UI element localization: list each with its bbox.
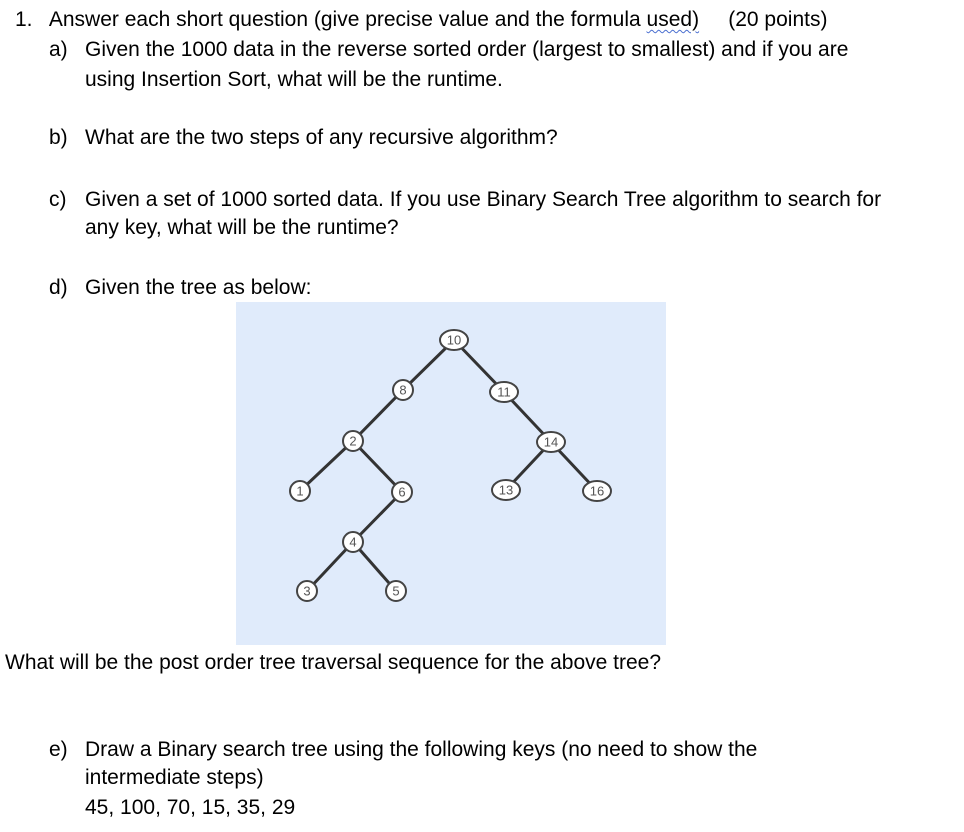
tree-node-10 (440, 330, 468, 350)
tree-node-label: 16 (589, 483, 605, 499)
tree-node-6 (392, 482, 412, 502)
tree-node-13 (492, 480, 520, 500)
tree-node-1 (290, 481, 310, 501)
tree-node-label: 6 (398, 484, 406, 500)
part-b-line1: What are the two steps of any recursive algorithm? (85, 126, 558, 149)
tree-node-14 (537, 432, 565, 452)
tree-node-label: 3 (303, 583, 311, 599)
tree-node-11 (490, 382, 518, 402)
tree-node-16 (583, 481, 611, 501)
question-header (15, 7, 827, 33)
tree-node-label: 4 (349, 534, 357, 550)
tree-node-8 (393, 380, 413, 400)
tree-node-label: 8 (399, 382, 407, 398)
tree-node-4 (343, 532, 363, 552)
part-a-line1: Given the 1000 data in the reverse sorted order (largest to smallest) and if you are (85, 38, 849, 61)
part-e-label: e) (49, 738, 68, 761)
part-c-label: c) (49, 188, 67, 211)
tree-node-5 (386, 581, 406, 601)
part-e-line2: intermediate steps) (85, 766, 264, 789)
tree-node-label: 11 (497, 384, 511, 400)
part-c-line2: any key, what will be the runtime? (85, 216, 399, 239)
part-d-followup: What will be the post order tree traversal sequence for the above tree? (5, 651, 662, 674)
tree-node-label: 5 (392, 583, 400, 599)
tree-node-label: 10 (446, 332, 462, 348)
binary-tree-diagram (236, 302, 666, 645)
question-text: Answer each short question (give precise value and the formula (48, 8, 647, 31)
question-points: (20 points) (699, 8, 828, 31)
spellcheck-underlined-word: used) (646, 8, 700, 31)
part-e-line1: Draw a Binary search tree using the following keys (no need to show the (85, 738, 758, 761)
tree-node-label: 1 (296, 483, 304, 499)
part-a-line2: using Insertion Sort, what will be the runtime. (85, 68, 503, 91)
part-a-label: a) (49, 38, 68, 61)
tree-node-2 (343, 431, 363, 451)
tree-node-label: 14 (543, 434, 559, 450)
part-b-label: b) (49, 126, 68, 149)
part-c-line1: Given a set of 1000 sorted data. If you use Binary Search Tree algorithm to search for (85, 188, 882, 211)
tree-node-label: 13 (498, 482, 514, 498)
part-d-line1: Given the tree as below: (85, 276, 312, 299)
tree-figure (236, 302, 666, 645)
tree-node-3 (297, 581, 317, 601)
question-number: 1. (15, 8, 33, 31)
tree-node-label: 2 (349, 433, 357, 449)
part-e-keys: 45, 100, 70, 15, 35, 29 (85, 796, 296, 819)
part-d-label: d) (49, 276, 68, 299)
